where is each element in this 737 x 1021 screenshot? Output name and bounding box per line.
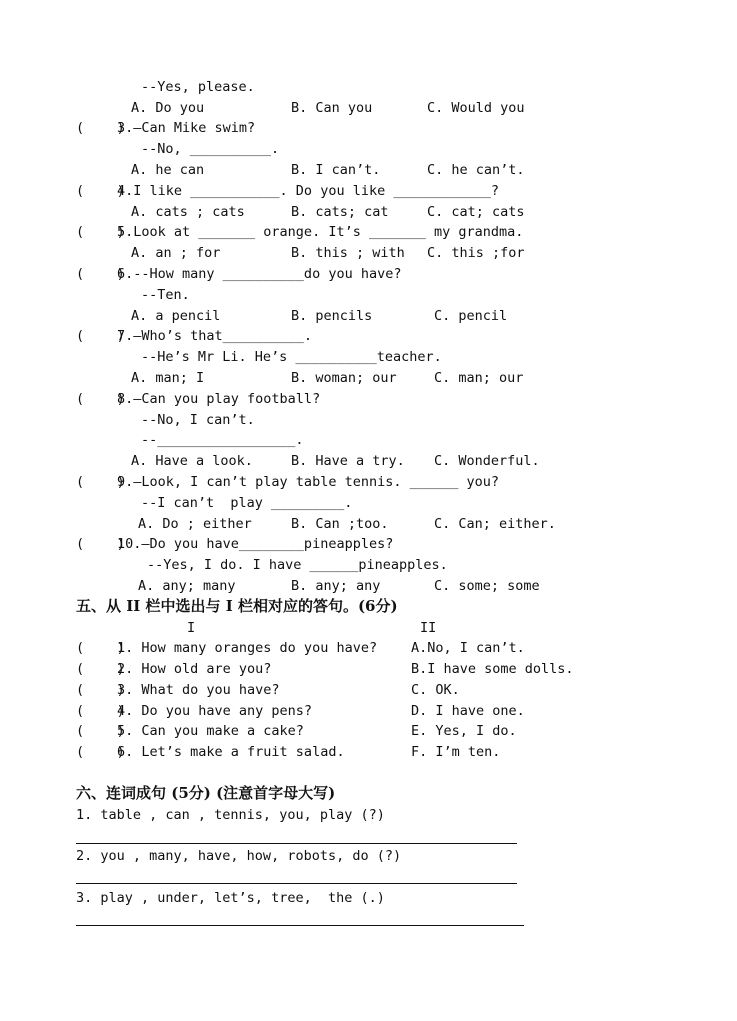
q9-answer-line: --I can’t play _________.: [141, 495, 353, 511]
q6-question: 6.--How many __________do you have?: [117, 266, 402, 282]
reorder-item-1: 1. table , can , tennis, you, play (?): [76, 807, 385, 823]
q9-option-b: B. Can ;too.: [291, 516, 389, 532]
q2-option-a: A. Do you: [131, 100, 205, 116]
q8-option-b: B. Have a try.: [291, 453, 405, 469]
match-f-answer: F. I’m ten.: [411, 744, 501, 760]
q8-answer-line-2: --_________________.: [141, 432, 304, 448]
q6-option-a: A. a pencil: [131, 308, 221, 324]
match-6-question: 6. Let’s make a fruit salad.: [117, 744, 345, 760]
q10-answer-blank[interactable]: ( ): [76, 536, 125, 552]
q4-question: 4.I like ___________. Do you like ____________?: [117, 183, 500, 199]
q8-option-c: C. Wonderful.: [434, 453, 540, 469]
q7-option-c: C. man; our: [434, 370, 524, 386]
q10-answer-line: --Yes, I do. I have ______pineapples.: [147, 557, 448, 573]
q3-option-a: A. he can: [131, 162, 205, 178]
q4-answer-blank[interactable]: ( ): [76, 183, 125, 199]
q3-answer-blank[interactable]: ( ): [76, 120, 125, 136]
q7-answer-line: --He’s Mr Li. He’s __________teacher.: [141, 349, 442, 365]
q2-option-c: C. Would you: [427, 100, 525, 116]
match-4-blank[interactable]: ( ): [76, 703, 125, 719]
match-e-answer: E. Yes, I do.: [411, 723, 517, 739]
q3-answer-line: --No, __________.: [141, 141, 280, 157]
q3-option-b: B. I can’t.: [291, 162, 381, 178]
q2-answer-line: --Yes, please.: [141, 79, 255, 95]
match-b-answer: B.I have some dolls.: [411, 661, 574, 677]
q8-option-a: A. Have a look.: [131, 453, 253, 469]
match-4-question: 4. Do you have any pens?: [117, 703, 313, 719]
reorder-answer-line-1[interactable]: [76, 843, 517, 844]
q9-option-a: A. Do ; either: [138, 516, 252, 532]
match-1-blank[interactable]: ( ): [76, 640, 125, 656]
q4-option-b: B. cats; cat: [291, 204, 389, 220]
match-d-answer: D. I have one.: [411, 703, 525, 719]
q7-option-b: B. woman; our: [291, 370, 397, 386]
q6-option-c: C. pencil: [434, 308, 508, 324]
q7-answer-blank[interactable]: ( ): [76, 328, 125, 344]
reorder-answer-line-3[interactable]: [76, 925, 524, 926]
q10-option-c: C. some; some: [434, 578, 540, 594]
section5-title: 五、从 II 栏中选出与 I 栏相对应的答句。(6分): [76, 597, 398, 615]
q5-question: 5.Look at _______ orange. It’s _______ my grandma.: [117, 224, 524, 240]
reorder-answer-line-2[interactable]: [76, 883, 517, 884]
match-c-answer: C. OK.: [411, 682, 460, 698]
q9-question: 9.—Look, I can’t play table tennis. ______ you?: [117, 474, 500, 490]
q8-answer-line: --No, I can’t.: [141, 412, 255, 428]
match-1-question: 1. How many oranges do you have?: [117, 640, 378, 656]
q10-option-a: A. any; many: [138, 578, 236, 594]
column-ii-header: II: [420, 620, 437, 636]
reorder-item-3: 3. play , under, let’s, tree, the (.): [76, 890, 385, 906]
q7-option-a: A. man; I: [131, 370, 205, 386]
reorder-item-2: 2. you , many, have, how, robots, do (?): [76, 848, 402, 864]
column-i-header: I: [187, 620, 196, 636]
match-3-question: 3. What do you have?: [117, 682, 280, 698]
section6-title: 六、连词成句 (5分) (注意首字母大写): [76, 784, 336, 802]
q8-answer-blank[interactable]: ( ): [76, 391, 125, 407]
match-2-question: 2. How old are you?: [117, 661, 272, 677]
q5-option-b: B. this ; with: [291, 245, 405, 261]
q2-option-b: B. Can you: [291, 100, 373, 116]
q5-option-a: A. an ; for: [131, 245, 221, 261]
match-2-blank[interactable]: ( ): [76, 661, 125, 677]
q10-option-b: B. any; any: [291, 578, 381, 594]
match-5-blank[interactable]: ( ): [76, 723, 125, 739]
q4-option-a: A. cats ; cats: [131, 204, 245, 220]
q6-answer-blank[interactable]: ( ): [76, 266, 125, 282]
match-3-blank[interactable]: ( ): [76, 682, 125, 698]
q3-question: 3.—Can Mike swim?: [117, 120, 256, 136]
match-a-answer: A.No, I can’t.: [411, 640, 525, 656]
q7-question: 7.—Who’s that__________.: [117, 328, 313, 344]
q6-option-b: B. pencils: [291, 308, 373, 324]
q5-answer-blank[interactable]: ( ): [76, 224, 125, 240]
q8-question: 8.—Can you play football?: [117, 391, 321, 407]
match-6-blank[interactable]: ( ): [76, 744, 125, 760]
match-5-question: 5. Can you make a cake?: [117, 723, 304, 739]
q4-option-c: C. cat; cats: [427, 204, 525, 220]
q6-answer-line: --Ten.: [141, 287, 190, 303]
q9-answer-blank[interactable]: ( ): [76, 474, 125, 490]
q3-option-c: C. he can’t.: [427, 162, 525, 178]
q10-question: 10.—Do you have________pineapples?: [117, 536, 394, 552]
q9-option-c: C. Can; either.: [434, 516, 556, 532]
q5-option-c: C. this ;for: [427, 245, 525, 261]
